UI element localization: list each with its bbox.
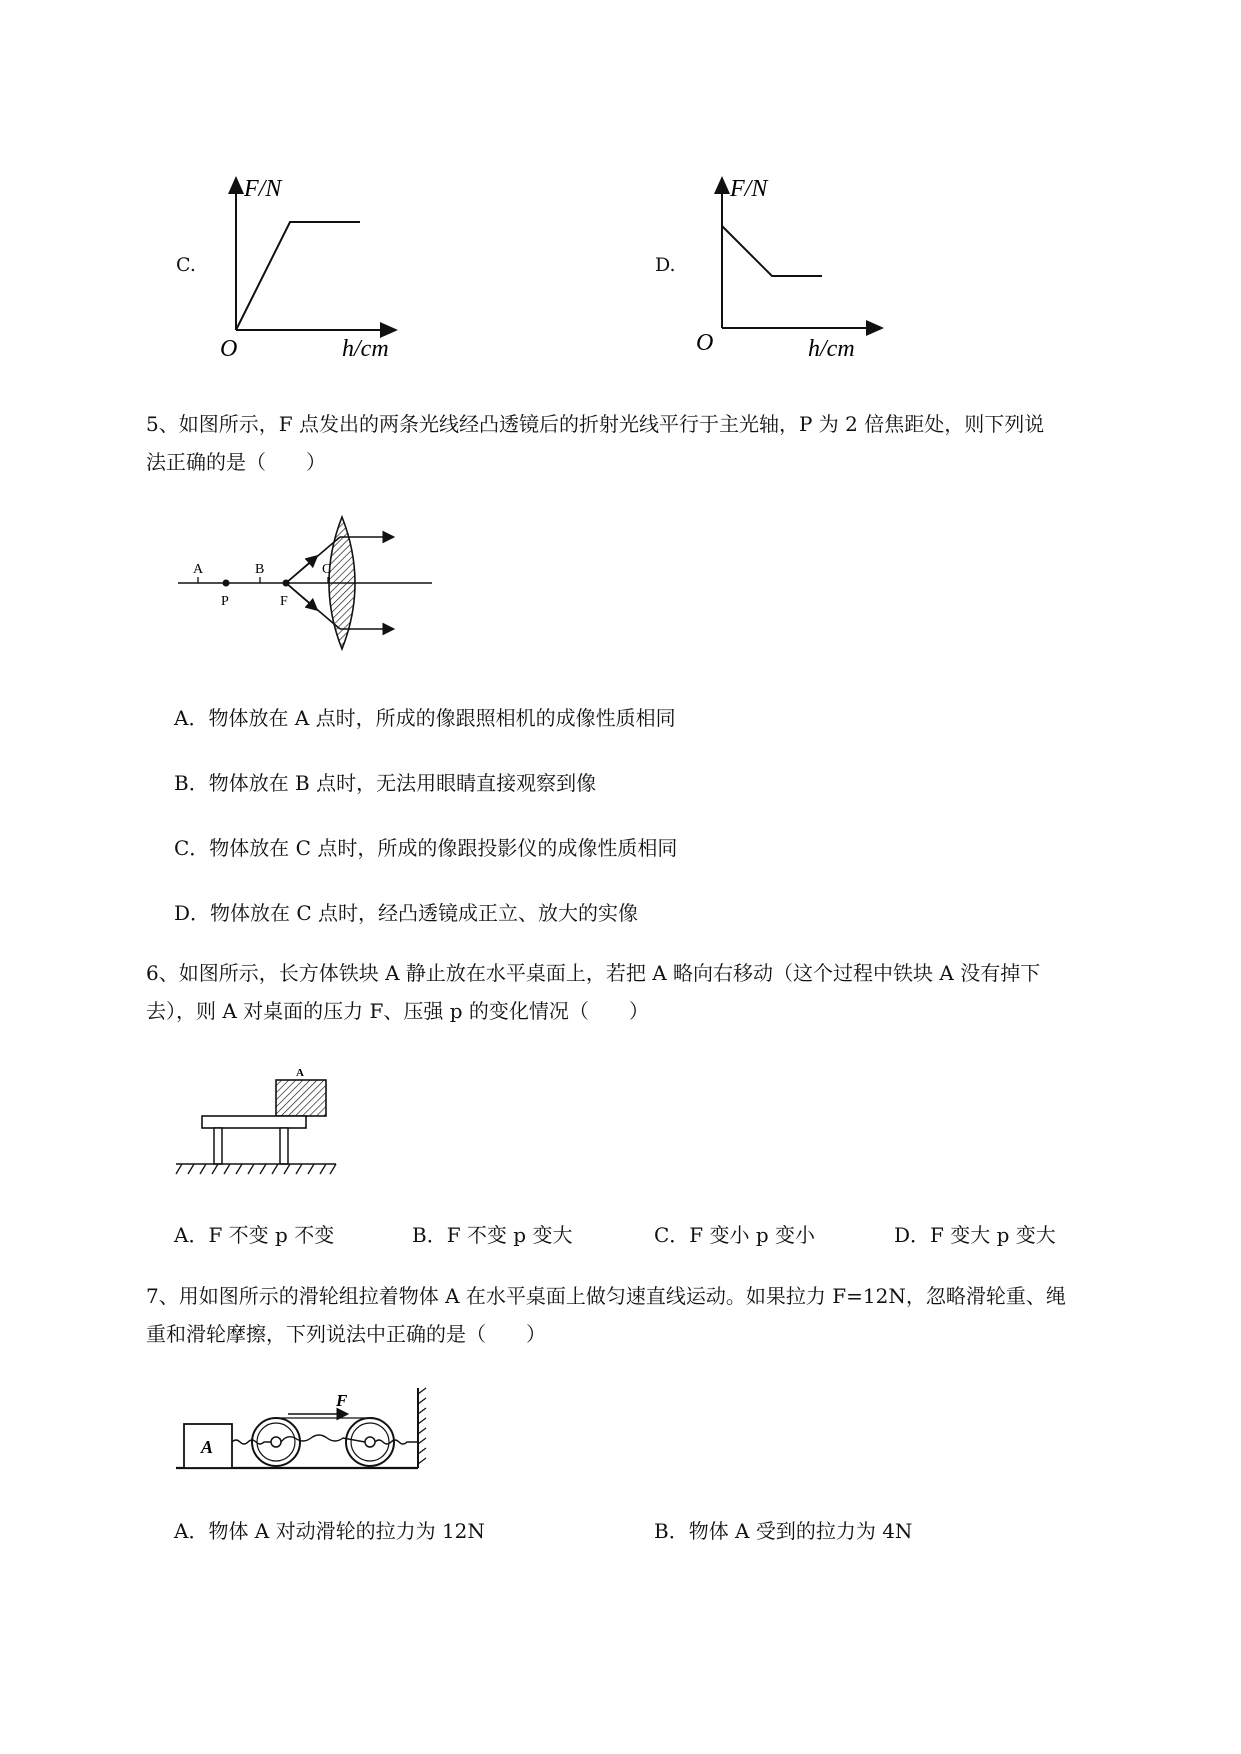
force-label: F	[336, 1391, 348, 1410]
movable-pulley	[252, 1418, 300, 1466]
origin-label: O	[220, 336, 238, 360]
label-a: A	[193, 562, 204, 577]
q7-pulley-figure	[170, 1384, 440, 1484]
label-f: F	[280, 594, 288, 609]
q6-option-d: D．F 变大 p 变大	[894, 1223, 1056, 1247]
q6-option-a: A．F 不变 p 不变	[174, 1223, 335, 1247]
q6-stem	[146, 954, 1146, 1030]
q7-option-b: B．物体 A 受到的拉力为 4N	[654, 1519, 913, 1543]
label-p: P	[221, 594, 229, 609]
q6-stem-line2: 去），则 A 对桌面的压力 F、压强 p 的变化情况（ ）	[146, 999, 649, 1023]
q5-option-a: A．物体放在 A 点时，所成的像跟照相机的成像性质相同	[174, 706, 676, 730]
q7-stem-line2: 重和滑轮摩擦，下列说法中正确的是（ ）	[146, 1322, 546, 1346]
label-c: C	[322, 562, 332, 577]
q6-stem-line1: 6、如图所示，长方体铁块 A 静止放在水平桌面上，若把 A 略向右移动（这个过程中铁块 A 没有掉下	[146, 961, 1041, 985]
x-axis-label: h/cm	[342, 336, 389, 360]
fixed-pulley	[346, 1418, 394, 1466]
option-c-letter: C.	[176, 254, 196, 276]
ground-hatching	[176, 1164, 336, 1174]
graph-option-d	[686, 160, 906, 360]
q7-option-a: A．物体 A 对动滑轮的拉力为 12N	[174, 1519, 485, 1543]
q5-stem-line2: 法正确的是（ ）	[146, 450, 326, 474]
q6-option-c: C．F 变小 p 变小	[654, 1223, 816, 1247]
q5-stem-line1: 5、如图所示，F 点发出的两条光线经凸透镜后的折射光线平行于主光轴，P 为 2 倍焦距处，则下列说	[146, 412, 1045, 436]
table-leg-right	[280, 1128, 288, 1164]
ray-upper-arrow	[286, 557, 316, 583]
origin-label: O	[696, 330, 714, 356]
ray-lower-arrow	[286, 583, 316, 609]
table-top	[202, 1116, 306, 1128]
q6-option-b: B．F 不变 p 变大	[412, 1223, 573, 1247]
option-d-letter: D.	[655, 254, 676, 276]
wall-hatching	[418, 1388, 426, 1464]
block-a-label: A	[201, 1437, 214, 1457]
iron-block	[276, 1080, 326, 1116]
graph-line	[722, 226, 822, 276]
q6-table-figure	[170, 1064, 350, 1184]
graph-option-c	[200, 160, 420, 360]
table-leg-left	[214, 1128, 222, 1164]
q5-option-d: D．物体放在 C 点时，经凸透镜成正立、放大的实像	[174, 901, 639, 925]
q5-option-b: B．物体放在 B 点时，无法用眼睛直接观察到像	[174, 771, 597, 795]
q7-stem-line1: 7、用如图所示的滑轮组拉着物体 A 在水平桌面上做匀速直线运动。如果拉力 F=12N，忽略滑轮重、绳	[146, 1284, 1066, 1308]
q5-lens-figure	[170, 505, 440, 665]
block-label: A	[296, 1067, 304, 1079]
q5-option-c: C．物体放在 C 点时，所成的像跟投影仪的成像性质相同	[174, 836, 678, 860]
q7-stem	[146, 1277, 1146, 1353]
label-b: B	[255, 562, 265, 577]
q5-stem	[146, 405, 1146, 481]
graph-line	[236, 222, 360, 330]
point-p	[223, 580, 230, 587]
y-axis-label: F/N	[730, 176, 768, 202]
y-axis-label: F/N	[244, 176, 282, 202]
x-axis-label: h/cm	[808, 336, 855, 360]
